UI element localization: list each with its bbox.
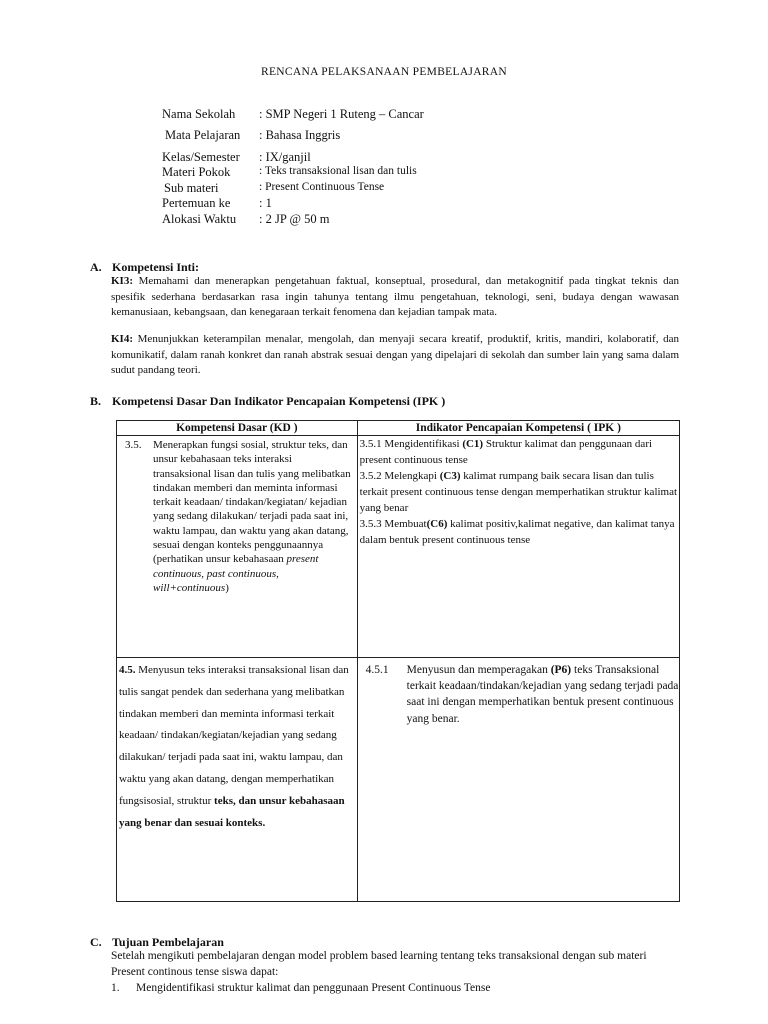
ipk-4-5-1 [358, 658, 679, 727]
ipk-text: kalimat positiv,kalimat negative, dan kalimat tanya dalam bentuk present continuous tense [359, 518, 675, 546]
kd-3-5 [117, 436, 357, 597]
ipk-text: teks Transaksional terkait keadaan/tindakan/kejadian yang sedang terjadi pada saat ini dengan memperhatikan bentuk present continuous yang benar. [406, 664, 679, 725]
ipk-4-5-cell [357, 658, 679, 902]
ki3-paragraph [111, 274, 679, 321]
meta-label: Sub materi [164, 181, 219, 195]
objective-intro: Setelah mengikuti pembelajaran dengan model problem based learning tentang teks transaksional dengan sub materi Present continous tense siswa dapat: [111, 950, 647, 978]
ipk-text: 3.5.3 Membuat [359, 518, 427, 530]
ipk-3-5-cell [357, 436, 679, 658]
list-number: 1. [111, 982, 120, 994]
ki3-label: KI3: [111, 275, 133, 287]
meta-value: : IX/ganjil [259, 150, 311, 164]
list-text: Mengidentifikasi struktur kalimat dan penggunaan Present Continuous Tense [136, 982, 491, 994]
kd-4-5-cell [117, 658, 358, 902]
ki4-paragraph [111, 332, 679, 379]
kd-bold-text: teks, dan unsur kebahasaan yang benar dan sesuai konteks. [119, 794, 345, 829]
kd-4-5 [117, 658, 357, 834]
ipk-text: 3.5.2 Melengkapi [359, 470, 437, 482]
kd-ipk-table [116, 420, 680, 902]
ipk-text: Menyusun dan memperagakan [406, 664, 548, 676]
meta-value: : SMP Negeri 1 Ruteng – Cancar [259, 107, 424, 121]
ki4-text: Menunjukkan keterampilan menalar, mengolah, dan menyaji secara kreatif, produktif, kritis, mandiri, kolaboratif, dan komunikatif, dalam ranah konkret dan ranah abstrak sesuai dengan yang dipelajari di sekolah dan sumber lain yang sama dalam sudut pandang teori. [111, 333, 679, 377]
ipk-number: 4.5.1 [365, 664, 389, 676]
ipk-3-5-1 [358, 436, 679, 468]
meta-label: Materi Pokok [162, 165, 231, 179]
kd-close: ) [225, 581, 229, 594]
ki4-label: KI4: [111, 333, 133, 345]
meta-label: Kelas/Semester [162, 150, 240, 164]
ipk-3-5-3 [358, 516, 679, 548]
section-title: Kompetensi Dasar Dan Indikator Pencapaian Kompetensi (IPK ) [112, 394, 446, 408]
table-row [117, 436, 680, 658]
kd-text: Menyusun teks interaksi transaksional lisan dan tulis sangat pendek dan sederhana yang melibatkan tindakan memberi dan meminta informasi terkait keadaan/ tindakan/kegiatan/kejadian yang sedang dilakukan/ terjadi pada saat ini, waktu lampau, dan waktu yang akan datang, dengan memperhatikan fungsisosial, struktur [119, 664, 349, 807]
ipk-3-5-2 [358, 468, 679, 516]
document-title: RENCANA PELAKSANAAN PEMBELAJARAN [260, 66, 507, 78]
kd-number: 3.5. [125, 439, 142, 451]
table-row [117, 658, 680, 902]
ipk-text: kalimat rumpang baik secara lisan dan tulis terkait present continuous tense dengan memperhatikan struktur kalimat yang benar [359, 470, 678, 514]
ki3-text: Memahami dan menerapkan pengetahuan faktual, konseptual, prosedural, dan metakognitif pada tingkat teknis dan spesifik sederhana berdasarkan rasa ingin tahunya tentang ilmu pengetahuan, teknologi, seni, budaya dengan wawasan kemanusiaan, kebangsaan, dan kenegaraan terkait fenomena dan kejadian tampak mata. [111, 275, 679, 319]
kd-3-5-cell [117, 436, 358, 658]
section-title: Kompetensi Inti: [112, 260, 199, 274]
meta-value: : Teks transaksional lisan dan tulis [259, 165, 417, 177]
section-title: Tujuan Pembelajaran [112, 935, 224, 949]
ipk-text: 3.5.1 Mengidentifikasi [359, 438, 460, 450]
ipk-code: (C6) [426, 518, 448, 530]
ipk-code: (C3) [439, 470, 461, 482]
meta-label: Alokasi Waktu [162, 212, 237, 226]
meta-label: Nama Sekolah [162, 107, 236, 121]
meta-label: Mata Pelajaran [165, 128, 241, 142]
header-ipk: Indikator Pencapaian Kompetensi ( IPK ) [357, 421, 679, 436]
meta-value: : 1 [259, 196, 272, 210]
meta-label: Pertemuan ke [162, 196, 231, 210]
meta-value: : 2 JP @ 50 m [259, 212, 330, 226]
ipk-code: (P6) [550, 664, 572, 676]
section-letter: B. [90, 394, 102, 408]
kd-italic-text: present continuous, past continuous, will+continuous [153, 553, 319, 594]
section-letter: A. [90, 260, 102, 274]
ipk-code: (C1) [462, 438, 484, 450]
meta-value: : Bahasa Inggris [259, 128, 341, 142]
table-header-row [117, 421, 680, 436]
ipk-text: Struktur kalimat dan penggunaan dari present continuous tense [359, 438, 653, 466]
header-kd: Kompetensi Dasar (KD ) [117, 421, 358, 436]
kd-text: Menerapkan fungsi sosial, struktur teks, dan unsur kebahasaan teks interaksi transaksional lisan dan tulis yang melibatkan tindakan memberi dan meminta informasi terkait keadaan/ tindakan/kegiatan/ kejadian yang sedang dilakukan/ terjadi pada saat ini, waktu lampau, dan waktu yang akan datang, sesuai dengan konteks penggunaannya (perhatikan unsur kebahasaan [153, 439, 351, 566]
meta-value: : Present Continuous Tense [259, 181, 385, 193]
kd-number: 4.5. [119, 664, 136, 676]
section-letter: C. [90, 935, 102, 949]
